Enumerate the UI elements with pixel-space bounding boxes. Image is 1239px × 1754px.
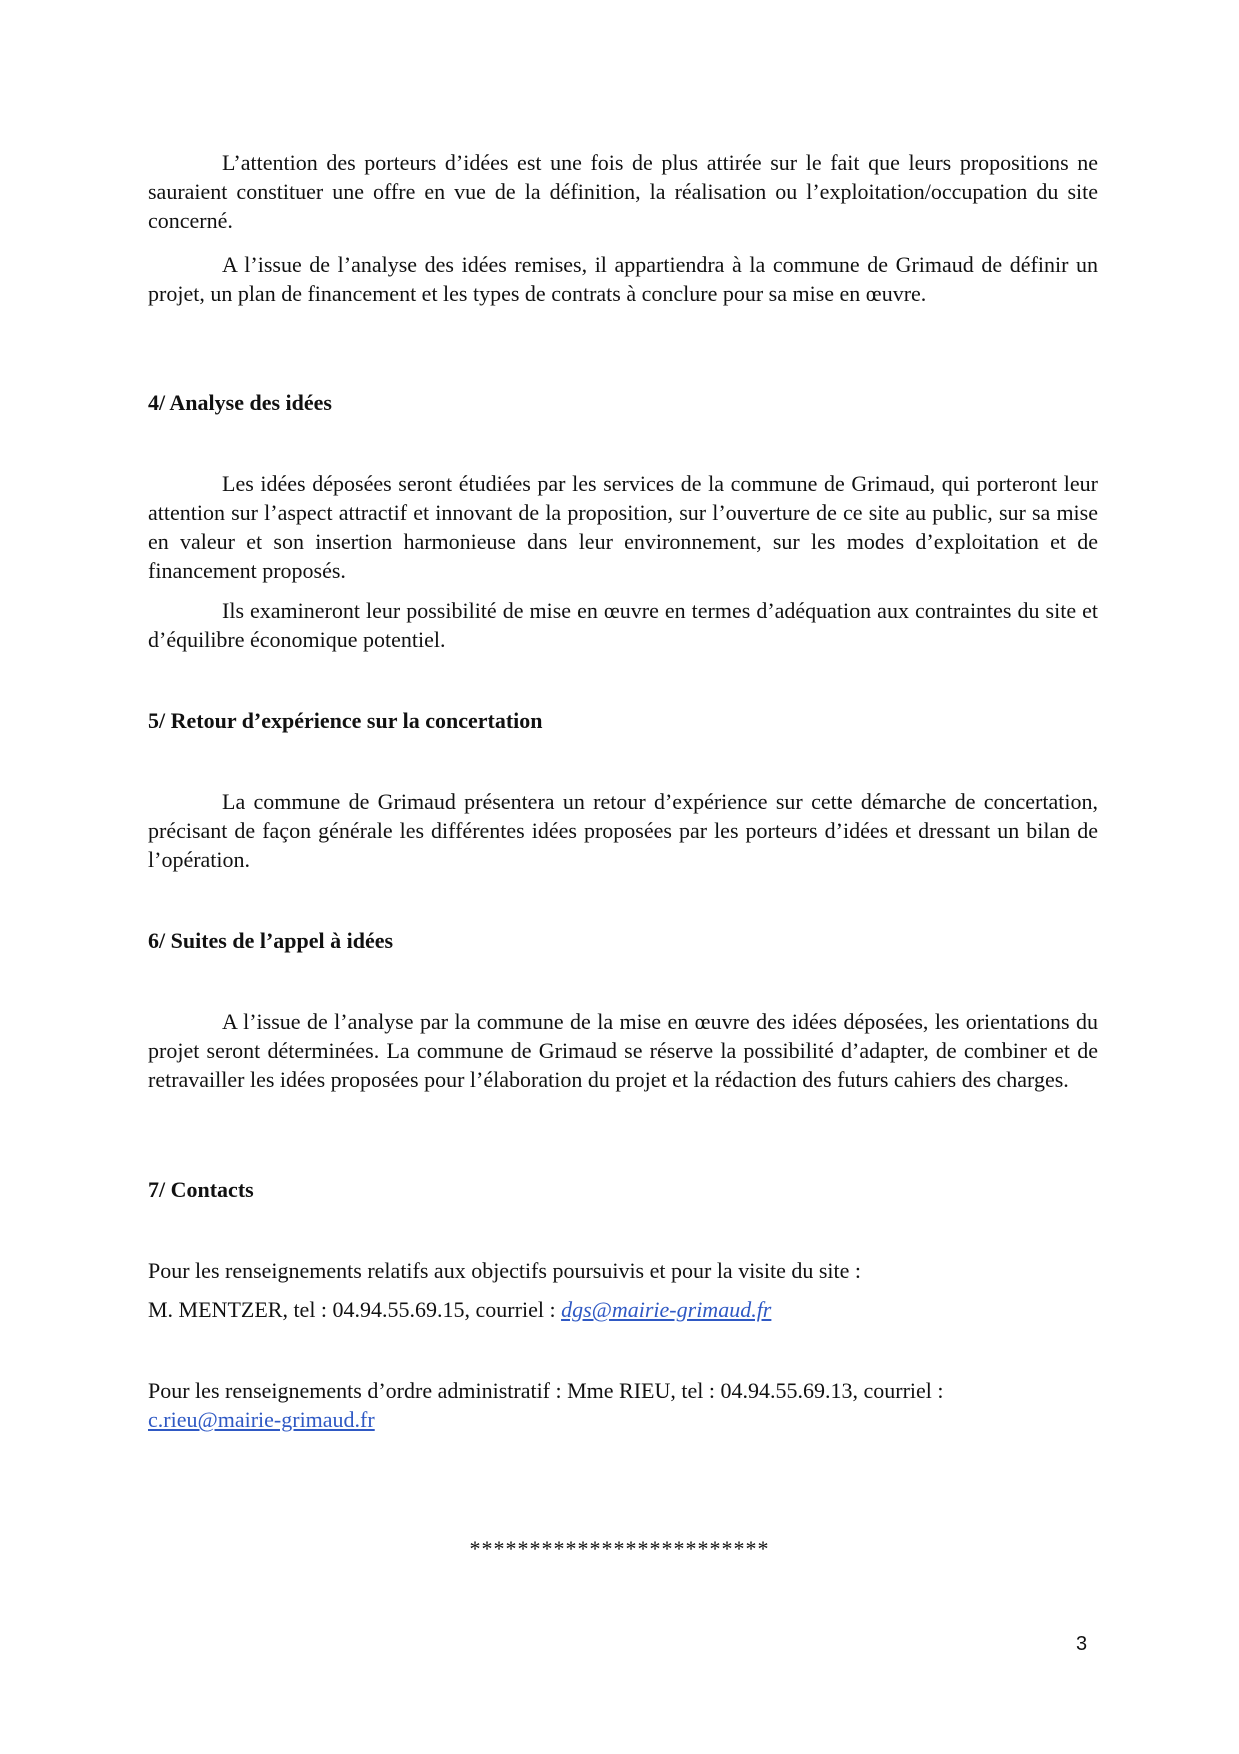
paragraph-text: Les idées déposées seront étudiées par les services de la commune de Grimaud, qui porteront leur attention sur l’aspect attractif et innovant de la proposition, sur l’ouverture de ce site au public, sur sa mise en valeur et son insertion harmonieuse dans leur environnement, sur les modes d’exploitation et de financement proposés. [148, 471, 1098, 583]
contact-line [148, 1405, 1098, 1434]
section-6-heading [148, 926, 1098, 955]
email-link-dgs[interactable]: dgs@mairie-grimaud.fr [561, 1297, 772, 1322]
contact-admin-text: Pour les renseignements d’ordre administratif : Mme RIEU, tel : 04.94.55.69.13, courriel : [148, 1378, 944, 1403]
section-4-heading [148, 388, 1098, 417]
contact-mentzer [148, 1295, 1098, 1324]
separator-stars: ************************* [469, 1536, 770, 1561]
paragraph-text: A l’issue de l’analyse des idées remises, il appartiendra à la commune de Grimaud de définir un projet, un plan de financement et les types de contrats à conclure pour sa mise en œuvre. [148, 252, 1098, 306]
paragraph-text: Ils examineront leur possibilité de mise en œuvre en termes d’adéquation aux contraintes du site et d’équilibre économique potentiel. [148, 598, 1098, 652]
paragraph-retour-experience [148, 787, 1098, 874]
section-heading: 4/ Analyse des idées [148, 390, 332, 415]
section-heading: 5/ Retour d’expérience sur la concertation [148, 708, 543, 733]
contact-mentzer-text: M. MENTZER, tel : 04.94.55.69.15, courriel : [148, 1297, 562, 1322]
contact-line [148, 1295, 1098, 1324]
paragraph-idees-deposees [148, 469, 1098, 585]
section-5-heading [148, 706, 1098, 735]
contact-objectives-intro [148, 1256, 1098, 1285]
section-heading: 6/ Suites de l’appel à idées [148, 928, 394, 953]
contact-intro-text: Pour les renseignements relatifs aux objectifs poursuivis et pour la visite du site : [148, 1258, 862, 1283]
section-7-heading [148, 1175, 1098, 1204]
paragraph-text: A l’issue de l’analyse par la commune de la mise en œuvre des idées déposées, les orientations du projet seront déterminées. La commune de Grimaud se réserve la possibilité d’adapter, de combiner et de retravailler les idées proposées pour l’élaboration du projet et la rédaction des futurs cahiers des charges. [148, 1009, 1098, 1092]
email-link-rieu[interactable]: c.rieu@mairie-grimaud.fr [148, 1407, 375, 1432]
paragraph-issue-analyse [148, 250, 1098, 308]
paragraph-text: La commune de Grimaud présentera un retour d’expérience sur cette démarche de concertation, précisant de façon générale les différentes idées proposées par les porteurs d’idées et dressant un bilan de l’opération. [148, 789, 1098, 872]
paragraph-suites [148, 1007, 1098, 1094]
section-heading: 7/ Contacts [148, 1177, 254, 1202]
paragraph-text: L’attention des porteurs d’idées est une fois de plus attirée sur le fait que leurs propositions ne sauraient constituer une offre en vue de la définition, la réalisation ou l’exploitation/occupation du site concerné. [148, 150, 1098, 233]
contact-rieu [148, 1376, 1098, 1434]
paragraph-attention [148, 148, 1098, 235]
paragraph-examineront [148, 596, 1098, 654]
page-number: 3 [1076, 1633, 1088, 1655]
